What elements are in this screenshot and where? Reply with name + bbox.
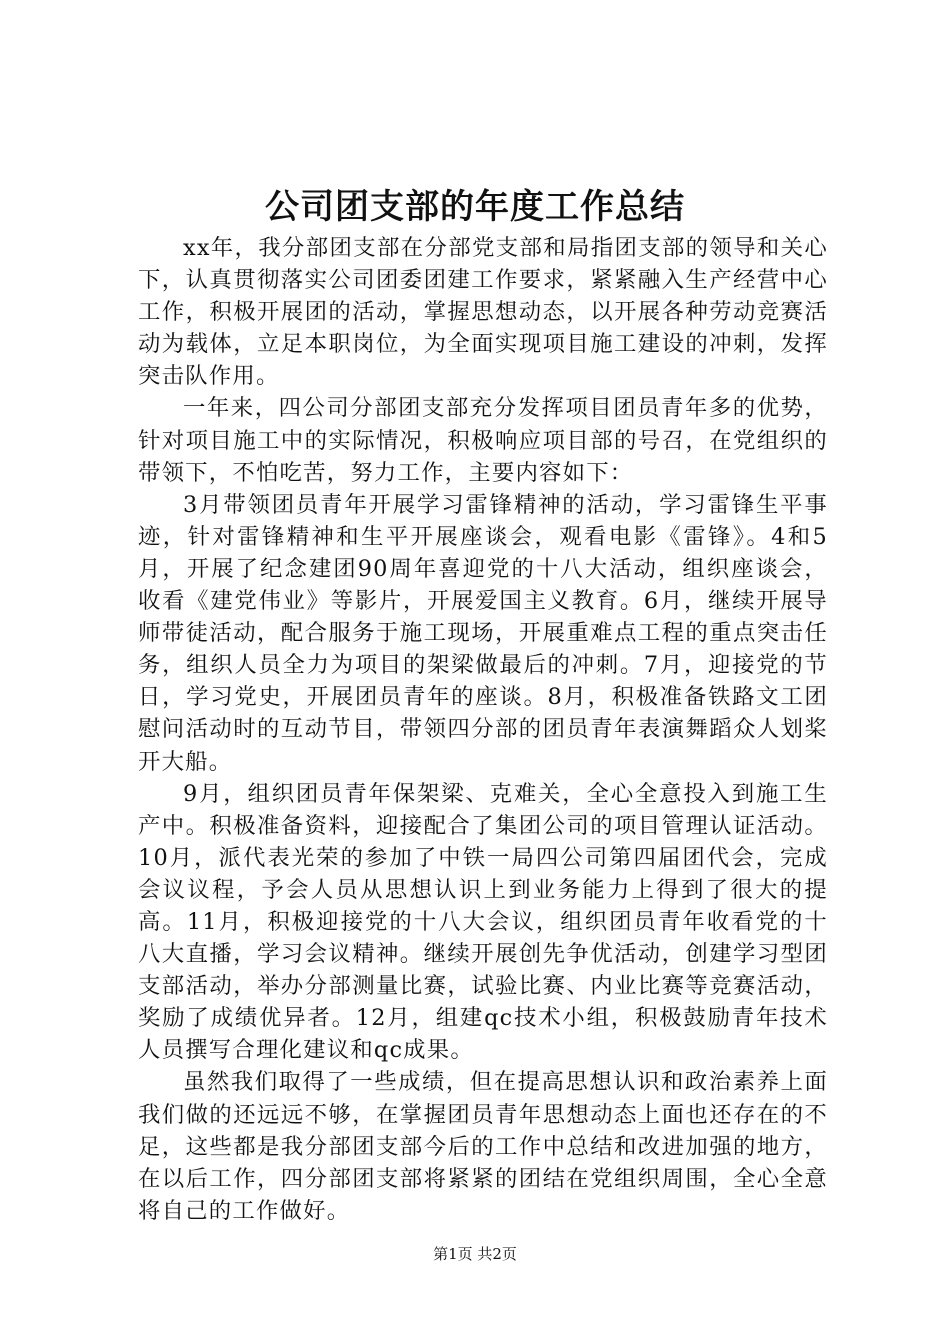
paragraph-intro: xx年，我分部团支部在分部党支部和局指团支部的领导和关心下，认真贯彻落实公司团委团建工作要求，紧紧融入生产经营中心工作，积极开展团的活动，掌握思想动态，以开展各种劳动竞赛活动为载体，立足本职岗位，为全面实现项目施工建设的冲刺，发挥突击队作用。 [138, 235, 828, 390]
paragraph-overview: 一年来，四公司分部团支部充分发挥项目团员青年多的优势，针对项目施工中的实际情况，积极响应项目部的号召，在党组织的带领下，不怕吃苦，努力工作，主要内容如下： [138, 395, 828, 486]
document-body [138, 232, 828, 1227]
page-footer: 第1页 共2页 [433, 1245, 517, 1263]
paragraph-conclusion: 虽然我们取得了一些成绩，但在提高思想认识和政治素养上面我们做的还远远不够，在掌握团员青年思想动态上面也还存在的不足，这些都是我分部团支部今后的工作中总结和改进加强的地方，在以后工作，四分部团支部将紧紧的团结在党组织周围，全心全意将自己的工作做好。 [138, 1069, 828, 1224]
paragraph-september-to-december: 9月，组织团员青年保架梁、克难关，全心全意投入到施工生产中。积极准备资料，迎接配合了集团公司的项目管理认证活动。10月，派代表光荣的参加了中铁一局四公司第四届团代会，完成会议议程，予会人员从思想认识上到业务能力上得到了很大的提高。11月，积极迎接党的十八大会议，组织团员青年收看党的十八大直播，学习会议精神。继续开展创先争优活动，创建学习型团支部活动，举办分部测量比赛，试验比赛、内业比赛等竞赛活动，奖励了成绩优异者。12月，组建qc技术小组，积极鼓励青年技术人员撰写合理化建议和qc成果。 [138, 780, 828, 1064]
document-title: 公司团支部的年度工作总结 [265, 187, 685, 227]
paragraph-march-to-august: 3月带领团员青年开展学习雷锋精神的活动，学习雷锋生平事迹，针对雷锋精神和生平开展座谈会，观看电影《雷锋》。4和5月，开展了纪念建团90周年喜迎党的十八大活动，组织座谈会，收看《建党伟业》等影片，开展爱国主义教育。6月，继续开展导师带徒活动，配合服务于施工现场，开展重难点工程的重点突击任务，组织人员全力为项目的架梁做最后的冲刺。7月，迎接党的节日，学习党史，开展团员青年的座谈。8月，积极准备铁路文工团慰问活动时的互动节目，带领四分部的团员青年表演舞蹈众人划桨开大船。 [138, 491, 828, 775]
